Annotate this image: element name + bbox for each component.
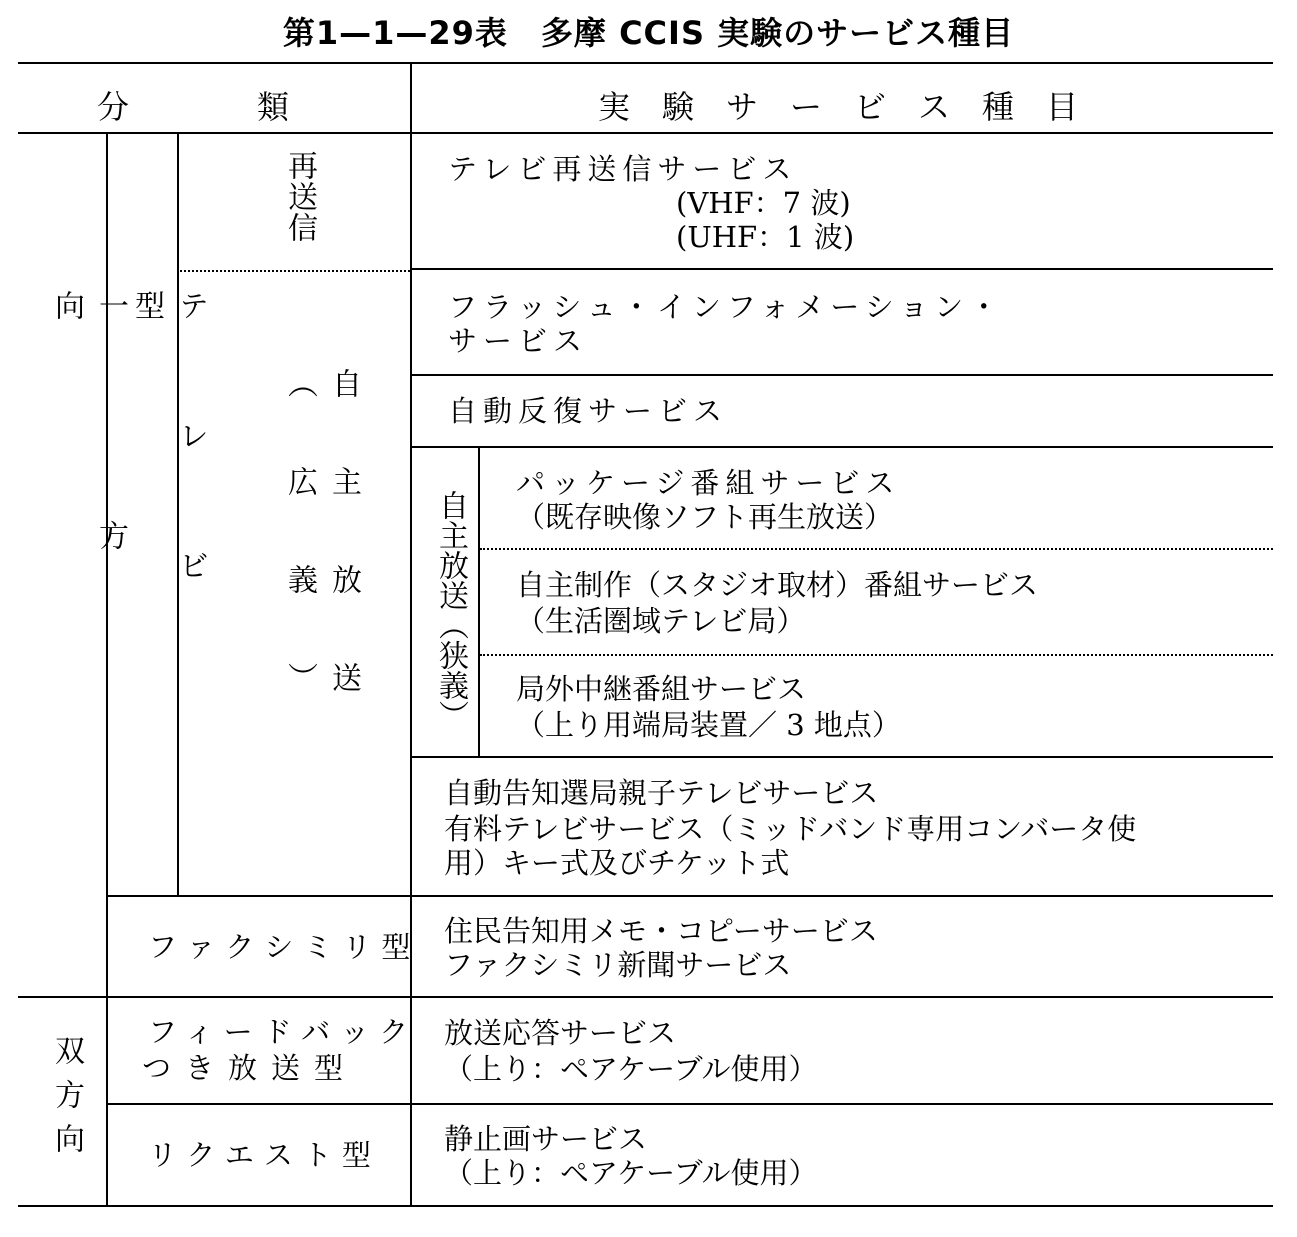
rule-dotted-package xyxy=(480,548,1273,550)
group-two-way: 双方向 xyxy=(49,1035,84,1167)
service-flash-line1: フラッシュ・インフォメーション・ xyxy=(448,290,1005,324)
group-tv-type: テレビ型 xyxy=(129,290,208,680)
group-retransmission: 再送信 xyxy=(282,150,317,243)
group-one-way: 一方向 xyxy=(49,290,128,750)
service-outside-line2: （上り用端局装置／ 3 地点） xyxy=(516,708,901,742)
rule-repeat-bottom xyxy=(412,446,1273,448)
uhf-text: UHF：1 波 xyxy=(687,220,843,254)
service-outside-line1: 局外中継番組サービス xyxy=(516,672,807,706)
rule-top xyxy=(18,62,1273,64)
service-package-line1: パッケージ番組サービス xyxy=(516,466,901,500)
rule-retrans-bottom xyxy=(412,268,1273,270)
service-retrans-line1: テレビ再送信サービス xyxy=(448,152,798,186)
service-auto-notice-line2: 有料テレビサービス（ミッドバンド専用コンバータ使 xyxy=(444,812,1137,846)
group-own-broadcast-narrow: 自主放送（狭義） xyxy=(433,490,468,730)
rule-flash-bottom xyxy=(412,374,1273,376)
service-package-line2: （既存映像ソフト再生放送） xyxy=(516,500,894,534)
service-response-line2: （上り：ペアケーブル使用） xyxy=(444,1052,818,1086)
rule-col-narrow xyxy=(478,448,480,756)
header-category: 分 類 xyxy=(97,88,290,126)
group-feedback-line1: フィードバック xyxy=(148,1015,419,1049)
service-fax-line1: 住民告知用メモ・コピーサービス xyxy=(444,914,878,948)
rule-tv-bottom xyxy=(108,895,1273,897)
service-auto-repeat: 自動反復サービス xyxy=(448,394,729,428)
rule-header-bottom xyxy=(18,132,1273,134)
service-studio-line2: （生活圏域テレビ局） xyxy=(516,604,806,638)
group-feedback-line2: つき放送型 xyxy=(142,1051,358,1085)
rule-feedback-bottom xyxy=(108,1103,1273,1105)
service-auto-notice-line3: 用）キー式及びチケット式 xyxy=(444,846,790,880)
group-own-broadcast-wide: 自主放送（広義） xyxy=(282,368,361,760)
table-title: 第1—1—29表 多摩 CCIS 実験のサービス種目 xyxy=(282,14,1015,52)
service-flash-line2: サービス xyxy=(448,324,589,358)
service-studio-line1: 自主制作（スタジオ取材）番組サービス xyxy=(516,568,1039,602)
rule-dotted-retrans xyxy=(180,270,410,272)
rule-bottom xyxy=(18,1205,1273,1207)
service-auto-notice-line1: 自動告知選局親子テレビサービス xyxy=(444,776,879,810)
service-still-line2: （上り：ペアケーブル使用） xyxy=(444,1156,818,1190)
rule-dotted-studio xyxy=(480,654,1273,656)
group-facsimile-type: ファクシミリ型 xyxy=(148,930,421,964)
rule-oneway-bottom xyxy=(18,996,1273,998)
service-retrans-uhf: (UHF：1 波) xyxy=(676,220,855,254)
service-retrans-vhf: (VHF：7 波) xyxy=(676,186,851,220)
group-request-type: リクエスト型 xyxy=(148,1138,381,1172)
vhf-text: VHF：7 波 xyxy=(687,186,840,220)
service-fax-line2: ファクシミリ新聞サービス xyxy=(444,948,792,982)
service-still-line1: 静止画サービス xyxy=(444,1122,648,1156)
service-response-line1: 放送応答サービス xyxy=(444,1016,677,1050)
rule-narrow-bottom xyxy=(412,756,1273,758)
header-services: 実 験 サ ー ビ ス 種 目 xyxy=(598,88,1079,126)
